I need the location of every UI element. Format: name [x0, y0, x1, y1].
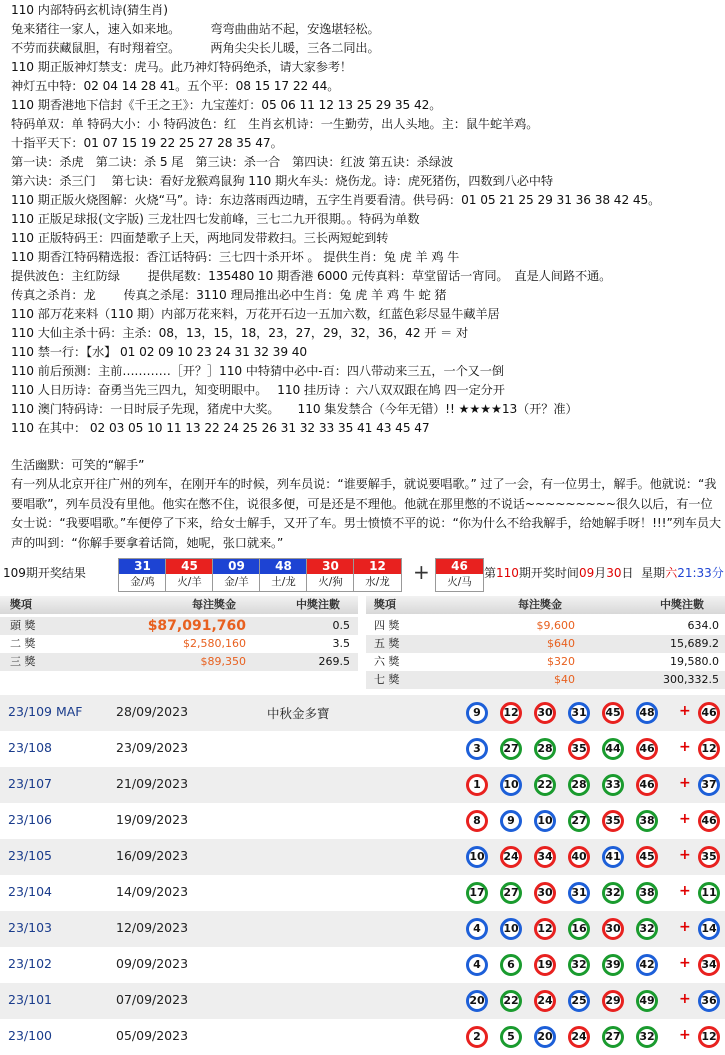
result-ball: 45	[636, 846, 658, 868]
next-day: 30	[606, 566, 622, 580]
result-ball: 38	[636, 810, 658, 832]
result-ball: 1	[466, 774, 488, 796]
poem-line: 神灯五中特：02 04 14 28 41。五个平：08 15 17 22 44。	[11, 79, 340, 93]
result-ball: 31	[568, 882, 590, 904]
prize-winners: 19,580.0	[670, 655, 719, 668]
result-ball: 10	[500, 918, 522, 940]
poem-line: 110 在其中： 02 03 05 10 11 13 22 24 25 26 31 32 33 35 41 43 45 47	[11, 421, 430, 435]
ball-zodiac: 土/龙	[271, 576, 296, 588]
plus-sign: +	[679, 919, 691, 935]
plus-sign: +	[679, 739, 691, 755]
result-ball: 9	[500, 810, 522, 832]
joke-body: 有一列从北京开往广州的列车，在刚开车的时候，列车员说：“谁要解手，就说要唱歌。” 过了一会，有一位男士，解手。他就说：“我要唱歌”，列车员没有里他。他实在憋不住，说很多便，可是还是不理他。他就在那里憋的不说话~~~~~~~~~很久以后，有一位女士说：“我要唱歌。”车便停了下来，给女士解手，又开了车。男士愤愤不平的说：“你为什么不给我解手，给她解手呀！!!!”列车员大声的叫到：“你解手要拿着话筒，她呢，张口就来。”	[11, 477, 722, 550]
result-ball: 9	[466, 702, 488, 724]
draw-date: 28/09/2023	[116, 704, 189, 719]
ball-number: 12	[354, 559, 401, 574]
poem-line: 第六诀：杀三门 第七诀：看好龙猴鸡鼠狗 110 期火车头：烧伤龙。诗：虎死猪伤，四数到八必中特	[11, 174, 553, 188]
plus-sign: +	[679, 991, 691, 1007]
ball-number: 30	[307, 559, 354, 574]
draw-number-link[interactable]: 23/105	[8, 848, 52, 863]
ball-zodiac: 火/羊	[177, 576, 202, 588]
result-ball: 2	[466, 1026, 488, 1048]
special-result-ball: 46	[698, 702, 720, 724]
poem-line: 110 期正版火烧图解：火烧“马”。诗：东边落雨西边晴，五字生肖要看清。供号码：01 05 21 25 29 31 36 38 42 45。	[11, 193, 661, 207]
draw-note: 中秋金多寶	[267, 706, 330, 721]
draw-number-link[interactable]: 23/101	[8, 992, 52, 1007]
special-number: 46	[436, 559, 483, 574]
result-ball: 19	[534, 954, 556, 976]
draw-row[interactable]	[0, 839, 725, 875]
result-ball: 24	[534, 990, 556, 1012]
result-ball: 28	[534, 738, 556, 760]
prize-row	[0, 653, 358, 671]
draw-row[interactable]	[0, 767, 725, 803]
ball-number: 45	[166, 559, 213, 574]
prize-amount: $40	[554, 673, 575, 686]
result-ball: 22	[534, 774, 556, 796]
draw-row[interactable]	[0, 803, 725, 839]
draw-number-link[interactable]: 23/104	[8, 884, 52, 899]
next-prefix: 第	[484, 566, 497, 580]
prize-item: 三 獎	[10, 655, 36, 668]
result-ball: 49	[636, 990, 658, 1012]
result-ball: 46	[636, 738, 658, 760]
result-ball: 22	[500, 990, 522, 1012]
next-time: 21:33分	[677, 566, 724, 580]
prize-table	[0, 596, 725, 692]
result-ball: 8	[466, 810, 488, 832]
draw-ball	[165, 558, 214, 592]
special-result-ball: 37	[698, 774, 720, 796]
result-ball: 20	[466, 990, 488, 1012]
poem-line: 兔来猪往一家人，速入如来地。 弯弯曲曲站不起，安逸堪轻松。	[11, 22, 380, 36]
draw-row[interactable]	[0, 695, 725, 731]
result-ball: 10	[534, 810, 556, 832]
header-winners: 中獎注數	[296, 598, 340, 611]
result-ball: 16	[568, 918, 590, 940]
result-ball: 24	[500, 846, 522, 868]
poem-line: 不劳而获藏鼠胆，有时翔着空。 两角尖尖长儿暖，三各二同出。	[11, 41, 380, 55]
prize-amount: $640	[547, 637, 575, 650]
prize-item: 六 獎	[374, 655, 400, 668]
header-winners: 中獎注數	[660, 598, 704, 611]
result-ball: 35	[602, 810, 624, 832]
result-ball: 42	[636, 954, 658, 976]
result-ball: 41	[602, 846, 624, 868]
result-ball: 33	[602, 774, 624, 796]
prize-row	[0, 635, 358, 653]
draw-ball	[306, 558, 355, 592]
poem-line: 110 前后预测：主前…………［开？］110 中特猜中必中-百：四八带动来三五，一个又一倒	[11, 364, 504, 378]
plus-sign: +	[679, 811, 691, 827]
prize-winners: 0.5	[332, 619, 350, 632]
draw-row[interactable]	[0, 731, 725, 767]
result-ball: 4	[466, 954, 488, 976]
prize-amount: $89,350	[200, 655, 246, 668]
result-ball: 30	[534, 882, 556, 904]
result-ball: 35	[568, 738, 590, 760]
prize-header-left	[0, 596, 358, 614]
next-month-unit: 月	[594, 566, 607, 580]
joke-title: 生活幽默：可笑的“解手”	[11, 458, 145, 472]
result-ball: 12	[534, 918, 556, 940]
result-ball: 48	[636, 702, 658, 724]
result-ball: 24	[568, 1026, 590, 1048]
prize-item: 二 獎	[10, 637, 36, 650]
next-week-prefix: 星期	[641, 566, 666, 580]
next-week: 六	[665, 566, 678, 580]
draw-date: 23/09/2023	[116, 740, 189, 755]
draw-date: 21/09/2023	[116, 776, 189, 791]
result-ball: 30	[534, 702, 556, 724]
draw-date: 12/09/2023	[116, 920, 189, 935]
draw-ball	[118, 558, 167, 592]
poem-line: 110 禁一行：【水】 01 02 09 10 23 24 31 32 39 40	[11, 345, 308, 359]
result-ball: 32	[636, 918, 658, 940]
result-ball: 32	[602, 882, 624, 904]
result-ball: 27	[602, 1026, 624, 1048]
draw-date: 14/09/2023	[116, 884, 189, 899]
prize-row	[366, 635, 725, 653]
next-draw-info	[484, 564, 724, 581]
result-ball: 4	[466, 918, 488, 940]
draw-row[interactable]	[0, 983, 725, 1019]
poem-line: 110 正版足球报(文字版) 三龙壮四七发前峰，三七二九开很期。。特码为单数	[11, 212, 420, 226]
prize-item: 七 獎	[374, 673, 400, 686]
result-ball: 45	[602, 702, 624, 724]
draw-number-link[interactable]: 23/107	[8, 776, 52, 791]
result-ball: 39	[602, 954, 624, 976]
prize-item: 頭 獎	[10, 619, 36, 632]
result-ball: 28	[568, 774, 590, 796]
poem-line: 提供波色：主红防绿 提供尾数：135480 10 期香港 6000 元传真料：草堂留话一宵同。 直是人间路不通。	[11, 269, 612, 283]
draw-row[interactable]	[0, 875, 725, 911]
prize-winners: 3.5	[332, 637, 350, 650]
header-amount: 每注獎金	[192, 598, 236, 611]
ball-zodiac: 金/鸡	[130, 576, 155, 588]
poem-line: 十指平天下：01 07 15 19 22 25 27 28 35 47。	[11, 136, 283, 150]
ball-number: 31	[119, 559, 166, 574]
prize-winners: 300,332.5	[663, 673, 719, 686]
header-item: 獎項	[374, 598, 396, 611]
next-middle: 期开奖时间	[518, 566, 579, 580]
plus-sign: +	[679, 883, 691, 899]
special-result-ball: 11	[698, 882, 720, 904]
result-ball: 10	[500, 774, 522, 796]
draw-ball	[353, 558, 402, 592]
draw-row[interactable]	[0, 911, 725, 947]
draw-date: 19/09/2023	[116, 812, 189, 827]
draw-date: 16/09/2023	[116, 848, 189, 863]
poem-line: 110 人日历诗：奋勇当先三四九，知变明眼中。 110 挂历诗 ：六八双双跟在鸠 四一定分开	[11, 383, 505, 397]
poem-line: 110 期香江特码精选报：香江话特码：三七四十杀开坏 。 提供生肖：兔 虎 羊 鸡 牛	[11, 250, 460, 264]
poem-line: 特码单双：单 特码大小：小 特码波色：红 生肖玄机诗：一生勤劳，出人头地。主：鼠牛蛇羊鸡。	[11, 117, 539, 131]
prize-winners: 634.0	[687, 619, 719, 632]
draw-number-link[interactable]: 23/106	[8, 812, 52, 827]
poem-line: 110 正版特码王：四面楚歌子上天，两地同发带救扫。三长两短蛇到转	[11, 231, 389, 245]
poem-line: 110 澳门特码诗：一日时辰子先现，猪虎中大奖。 110 集发禁合（今年无错）!! ★★★★13（开？准）	[11, 402, 578, 416]
draw-number-link[interactable]: 23/108	[8, 740, 52, 755]
draw-row[interactable]	[0, 1019, 725, 1055]
result-ball: 31	[568, 702, 590, 724]
prize-winners: 15,689.2	[670, 637, 719, 650]
draw-history-list	[0, 695, 725, 1053]
plus-sign: +	[679, 703, 691, 719]
result-ball: 38	[636, 882, 658, 904]
result-ball: 27	[568, 810, 590, 832]
special-result-ball: 34	[698, 954, 720, 976]
result-ball: 32	[568, 954, 590, 976]
poem-line: 110 内部特码玄机诗(猜生肖)	[11, 3, 168, 17]
plus-sign: +	[679, 775, 691, 791]
ball-zodiac: 金/羊	[224, 576, 249, 588]
plus-sign: +	[679, 955, 691, 971]
draw-number-link[interactable]: 23/103	[8, 920, 52, 935]
next-day-unit: 日	[621, 566, 634, 580]
prize-item: 四 獎	[374, 619, 400, 632]
poem-line: 第一诀：杀虎 第二诀：杀 5 尾 第三诀：杀一合 第四诀：红波 第五诀：杀绿波	[11, 155, 454, 169]
prize-row	[366, 653, 725, 671]
poem-line: 110 部万花来料（110 期）内部万花来料，万花开石边一五加六数，红蓝色彩尽显牛藏羊居	[11, 307, 500, 321]
draw-date: 07/09/2023	[116, 992, 189, 1007]
prize-winners: 269.5	[318, 655, 350, 668]
draw-ball	[212, 558, 261, 592]
poem-line: 110 期香港地下信封《千王之王》：九宝莲灯：05 06 11 12 13 25 29 35 42。	[11, 98, 442, 112]
draw-date: 09/09/2023	[116, 956, 189, 971]
plus-sign: +	[413, 560, 430, 584]
special-ball	[435, 558, 484, 592]
draw-date: 05/09/2023	[116, 1028, 189, 1043]
result-ball: 20	[534, 1026, 556, 1048]
result-ball: 27	[500, 882, 522, 904]
special-zodiac: 火/马	[447, 576, 472, 588]
result-ball: 3	[466, 738, 488, 760]
result-ball: 32	[636, 1026, 658, 1048]
result-ball: 10	[466, 846, 488, 868]
poem-line: 110 期正版神灯禁支：虎马。此乃神灯特码绝杀，请大家参考！	[11, 60, 353, 74]
result-ball: 40	[568, 846, 590, 868]
result-ball: 25	[568, 990, 590, 1012]
result-ball: 30	[602, 918, 624, 940]
prize-header-right	[366, 596, 725, 614]
result-ball: 46	[636, 774, 658, 796]
prize-amount: $320	[547, 655, 575, 668]
prize-row	[366, 617, 725, 635]
special-result-ball: 36	[698, 990, 720, 1012]
draw-number-link[interactable]: 23/109 MAF	[8, 704, 83, 719]
result-ball: 12	[500, 702, 522, 724]
header-amount: 每注獎金	[518, 598, 562, 611]
header-item: 獎項	[10, 598, 32, 611]
draw-number-link[interactable]: 23/102	[8, 956, 52, 971]
plus-sign: +	[679, 1027, 691, 1043]
prize-row	[366, 671, 725, 689]
special-result-ball: 46	[698, 810, 720, 832]
draw-row[interactable]	[0, 947, 725, 983]
prize-row	[0, 617, 358, 635]
poem-line: 传真之杀肖：龙 传真之杀尾：3110 理局推出必中生肖：兔 虎 羊 鸡 牛 蛇 猪	[11, 288, 447, 302]
special-result-ball: 35	[698, 846, 720, 868]
ball-number: 48	[260, 559, 307, 574]
ball-number: 09	[213, 559, 260, 574]
prize-item: 五 獎	[374, 637, 400, 650]
last-draw-label: 109期开奖结果	[3, 566, 86, 580]
plus-sign: +	[679, 847, 691, 863]
last-draw-strip	[0, 558, 725, 592]
next-period: 110	[496, 566, 519, 580]
draw-number-link[interactable]: 23/100	[8, 1028, 52, 1043]
draw-ball	[259, 558, 308, 592]
ball-zodiac: 水/龙	[365, 576, 390, 588]
poem-line: 110 大仙主杀十码：主杀：08，13，15，18，23，27，29，32，36，42 开 ＝ 对	[11, 326, 469, 340]
special-result-ball: 12	[698, 1026, 720, 1048]
result-ball: 27	[500, 738, 522, 760]
prize-amount: $9,600	[536, 619, 575, 632]
result-ball: 29	[602, 990, 624, 1012]
result-ball: 34	[534, 846, 556, 868]
result-ball: 44	[602, 738, 624, 760]
result-ball: 6	[500, 954, 522, 976]
next-month: 09	[578, 566, 595, 580]
prize-amount: $87,091,760	[147, 618, 246, 634]
result-ball: 17	[466, 882, 488, 904]
special-result-ball: 14	[698, 918, 720, 940]
prize-amount: $2,580,160	[183, 637, 246, 650]
ball-zodiac: 火/狗	[318, 576, 343, 588]
special-result-ball: 12	[698, 738, 720, 760]
result-ball: 5	[500, 1026, 522, 1048]
